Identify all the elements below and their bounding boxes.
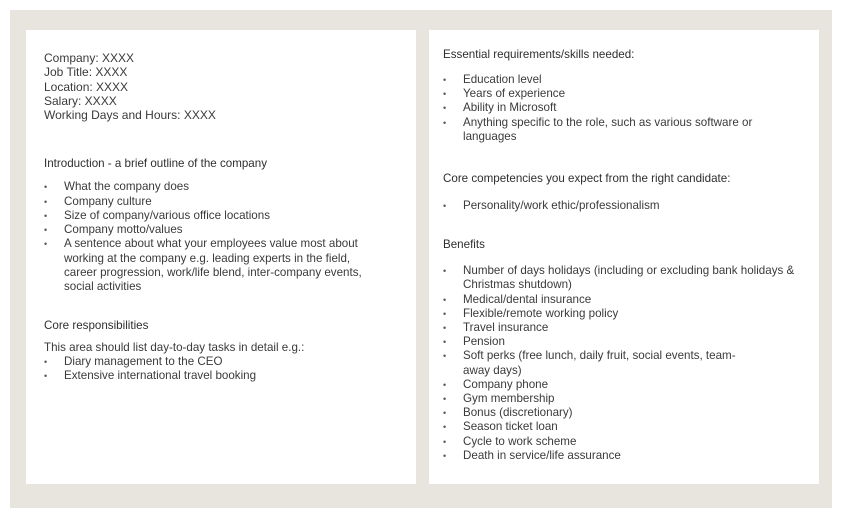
responsibilities-list	[44, 355, 398, 383]
list-item: • Ability in Microsoft	[443, 101, 765, 115]
company-field: Company: XXXX	[44, 51, 135, 65]
list-item: • Diary management to the CEO	[44, 355, 398, 369]
location-field: Location: XXXX	[44, 79, 129, 94]
list-item: • Pension	[443, 335, 805, 349]
right-panel	[429, 30, 819, 484]
page-background	[10, 10, 832, 508]
requirements-list	[443, 73, 805, 144]
list-item: • Medical/dental insurance	[443, 293, 805, 307]
introduction-heading: Introduction - a brief outline of the company	[44, 157, 267, 171]
list-item: • Gym membership	[443, 392, 805, 406]
list-item: • Bonus (discretionary)	[443, 406, 805, 420]
competencies-list	[443, 199, 805, 213]
list-item: • Company culture	[44, 195, 398, 209]
list-item: • Extensive international travel booking	[44, 369, 398, 383]
list-item: • Company phone	[443, 378, 805, 392]
list-item: • A sentence about what your employees value most about working at the company e.g. leading experts in the field, career progression, work/life blend, inter-company events, social activities	[44, 237, 398, 294]
benefits-heading: Benefits	[443, 238, 485, 252]
left-panel	[26, 30, 416, 484]
responsibilities-intro: This area should list day-to-day tasks in detail e.g.:	[44, 341, 305, 355]
list-item: • Company motto/values	[44, 223, 398, 237]
list-item: • Number of days holidays (including or excluding bank holidays & Christmas shutdown)	[443, 264, 805, 292]
list-item: • Size of company/various office locations	[44, 209, 398, 223]
list-item: • Season ticket loan	[443, 420, 805, 434]
list-item: • Education level	[443, 73, 765, 87]
list-item: • Flexible/remote working policy	[443, 307, 805, 321]
working-days-field: Working Days and Hours: XXXX	[44, 108, 216, 123]
requirements-heading: Essential requirements/skills needed:	[443, 48, 635, 61]
benefits-list	[443, 264, 805, 463]
list-item: • Travel insurance	[443, 321, 805, 335]
introduction-list	[44, 180, 398, 294]
list-item: • Death in service/life assurance	[443, 449, 805, 463]
competencies-heading: Core competencies you expect from the right candidate:	[443, 172, 731, 186]
list-item: • What the company does	[44, 180, 398, 194]
job-title-field: Job Title: XXXX	[44, 65, 128, 80]
salary-field: Salary: XXXX	[44, 93, 117, 108]
list-item: • Cycle to work scheme	[443, 435, 805, 449]
list-item: • Years of experience	[443, 87, 765, 101]
list-item: • Soft perks (free lunch, daily fruit, social events, team-away days)	[443, 349, 805, 377]
list-item: • Anything specific to the role, such as various software or languages	[443, 116, 765, 144]
responsibilities-heading: Core responsibilities	[44, 319, 149, 333]
list-item: • Personality/work ethic/professionalism	[443, 199, 805, 213]
